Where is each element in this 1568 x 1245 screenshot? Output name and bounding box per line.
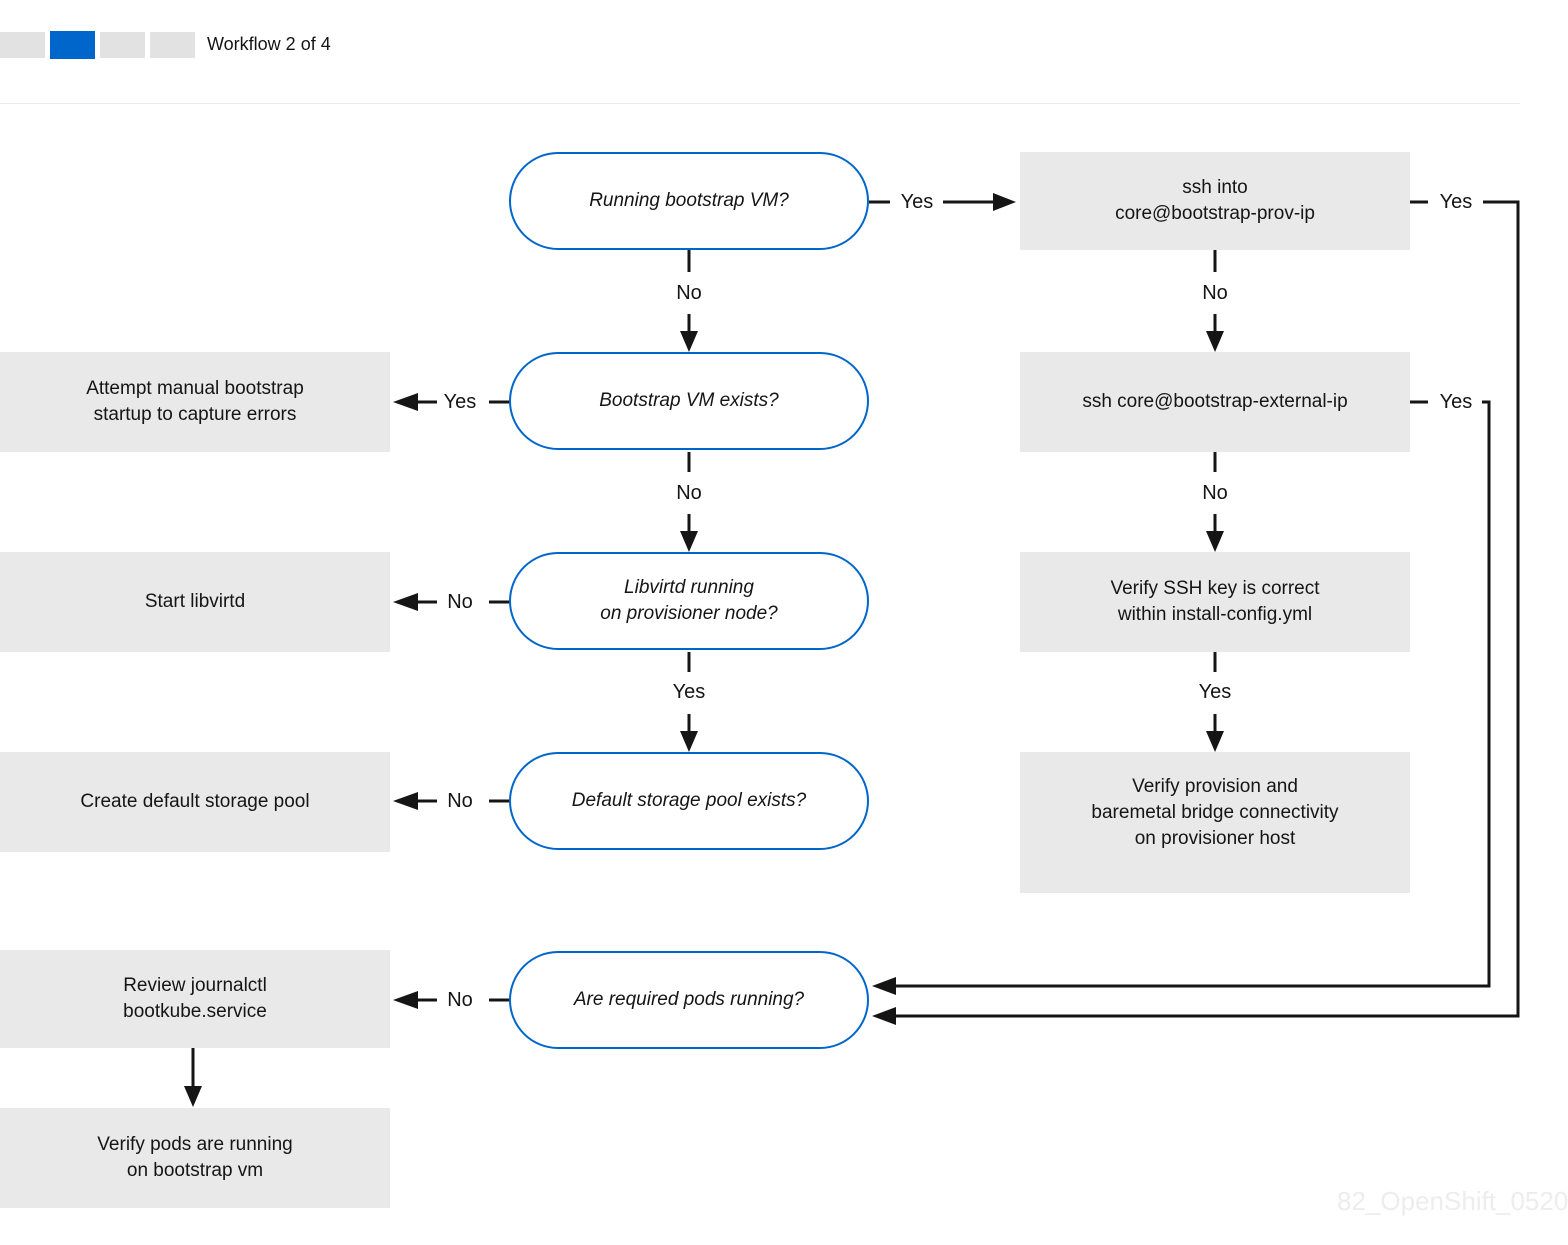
- workflow-step-label: Workflow 2 of 4: [207, 34, 331, 54]
- decision-libvirtd-running: Libvirtd running on provisioner node?: [509, 552, 869, 650]
- decision-default-storage-pool: Default storage pool exists?: [509, 752, 869, 850]
- edge-label-no: No: [444, 790, 476, 812]
- edge-label-no: No: [1199, 282, 1231, 304]
- box-create-default-storage-pool: Create default storage pool: [0, 752, 390, 852]
- edge-label-no: No: [673, 282, 705, 304]
- header-divider: [0, 103, 1520, 104]
- edge-label-yes: Yes: [670, 681, 709, 703]
- box-ssh-external-ip: ssh core@bootstrap-external-ip: [1020, 352, 1410, 452]
- box-verify-ssh-key: Verify SSH key is correct within install-config.yml: [1020, 552, 1410, 652]
- edge-label-yes: Yes: [1196, 681, 1235, 703]
- box-start-libvirtd: Start libvirtd: [0, 552, 390, 652]
- edge-label-no: No: [1199, 482, 1231, 504]
- progress-segment-2: [50, 31, 95, 59]
- box-attempt-manual-bootstrap: Attempt manual bootstrap startup to capture errors: [0, 352, 390, 452]
- progress-segment-1: [0, 32, 45, 58]
- progress-segment-3: [100, 32, 145, 58]
- decision-running-bootstrap-vm: Running bootstrap VM?: [509, 152, 869, 250]
- box-review-journalctl: Review journalctl bootkube.service: [0, 950, 390, 1048]
- edge-label-yes: Yes: [1437, 191, 1476, 213]
- watermark-text: 82_OpenShift_0520: [1337, 1186, 1568, 1216]
- progress-segment-4: [150, 32, 195, 58]
- edge-label-no: No: [444, 591, 476, 613]
- box-verify-pods-bootstrap-vm: Verify pods are running on bootstrap vm: [0, 1108, 390, 1208]
- edge-label-no: No: [444, 989, 476, 1011]
- box-verify-bridge-connectivity: Verify provision and baremetal bridge connectivity on provisioner host: [1020, 752, 1410, 893]
- edge-label-yes: Yes: [441, 391, 480, 413]
- decision-required-pods-running: Are required pods running?: [509, 951, 869, 1049]
- decision-bootstrap-vm-exists: Bootstrap VM exists?: [509, 352, 869, 450]
- box-ssh-into-prov-ip: ssh into core@bootstrap-prov-ip: [1020, 152, 1410, 250]
- edge-label-yes: Yes: [1437, 391, 1476, 413]
- edge-label-no: No: [673, 482, 705, 504]
- edge-label-yes: Yes: [898, 191, 937, 213]
